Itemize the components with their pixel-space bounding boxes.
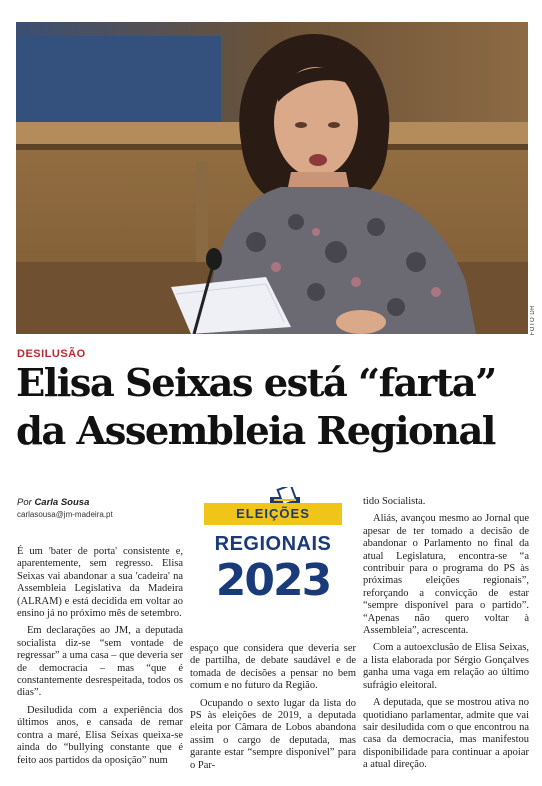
article-column-2 [190, 643, 356, 777]
logo-year: 2023 [215, 555, 331, 606]
byline [17, 497, 89, 508]
paragraph: tido Socialista. [363, 496, 426, 507]
article-photo [16, 22, 528, 334]
elections-logo [198, 487, 348, 615]
paragraph: É um 'bater de porta' consistente e, aparentemente, sem regresso. Elisa Seixas vai abandonar a sua 'cadeira' na Assembleia Legislativa da Madeira (ALRAM) e está decidida em voltar ao ensino já no próximo mês de setembro. [17, 546, 183, 620]
headline-line-2: da Assembleia Regional [16, 409, 495, 454]
photo-illustration [16, 22, 528, 334]
headline [16, 360, 536, 456]
logo-label-elections: ELEIÇÕES [204, 503, 342, 525]
headline-line-1: Elisa Seixas está “farta” [16, 361, 496, 406]
byline-prefix: Por [17, 497, 32, 508]
paragraph: Desiludida com a experiência dos últimos anos, e cansada de remar contra a maré, Elisa Seixas queixa-se ainda do “bullying constante que é feito aos partidos da oposição” num [17, 704, 183, 766]
paragraph: espaço que considera que deveria ser de partilha, de debate saudável e de tomada de decisões a pensar no bem comum e no futuro da Região. [190, 643, 356, 692]
paragraph: Em declarações ao JM, a deputada socialista diz-se “sem vontade de regressar” a uma casa – que deveria ser de democracia – mas “que é constantemente desrespeitada, todos os dias”. [17, 625, 183, 699]
author-name: Carla Sousa [34, 497, 90, 508]
paragraph: Ocupando o sexto lugar da lista do PS às eleições de 2019, a deputada eleita por Câmara de Lobos abandona assim o cargo de deputada, mas garante estar “sempre disponível” para o Par- [190, 697, 356, 771]
photo-credit: FOTO DR [530, 305, 536, 336]
kicker-label: DESILUSÃO [17, 348, 86, 360]
paragraph: Aliás, avançou mesmo ao Jornal que apesar de ter tomado a decisão de abandonar o Parlamento no final da atual Legislatura, encontra-se “a contribuir para o programa do PS às próximas eleições regionais”, reforçando a convicção de estar “sempre disponível para o partido”. “Apenas não quero voltar à Assembleia”, acrescenta. [363, 513, 529, 637]
paragraph: A deputada, que se mostrou ativa no quotidiano parlamentar, admite que vai sair desiludida com o que encontrou na casa da democracia, mas manifestou disponibilidade para continuar a apoiar a atual direção. [363, 697, 529, 771]
paragraph: Com a autoexclusão de Elisa Seixas, a lista elaborada por Sérgio Gonçalves ganha uma vaga em relação ao último sufrágio eleitoral. [363, 642, 529, 691]
author-email: carlasousa@jm-madeira.pt [17, 510, 113, 519]
logo-label-regional: REGIONAIS [214, 533, 332, 555]
article-column-3 [363, 496, 529, 777]
article-column-1 [17, 546, 183, 772]
